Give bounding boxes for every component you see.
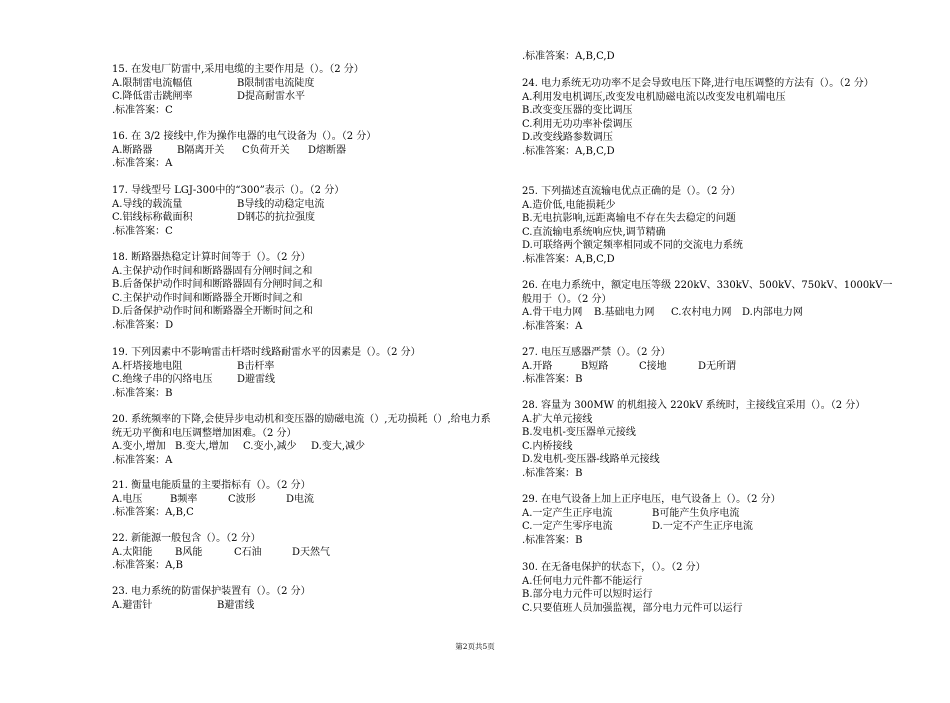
question-stem: 16. 在 3/2 接线中,作为操作电器的电气设备为（）。（2 分） [112, 131, 377, 142]
question-stem: 18. 断路器热稳定计算时间等于（）。（2 分） [112, 252, 311, 263]
option-c: C.主保护动作时间和断路器全开断时间之和 [112, 292, 303, 304]
option-a: A.造价低,电能损耗少 [522, 199, 616, 211]
option-b: B可能产生负序电流 [652, 507, 740, 519]
option-a: A.避雷针 [112, 599, 153, 611]
option-c: C.一定产生零序电流 [522, 521, 613, 532]
option-b: B.发电机-变压器单元接线 [522, 427, 636, 438]
option-c: C.变小,减少 [243, 441, 297, 452]
option-d: D.可联络两个额定频率相同或不同的交流电力系统 [522, 240, 743, 251]
option-c: C.利用无功功率补偿调压 [522, 118, 633, 130]
question-stem: 19. 下列因素中不影响雷击杆塔时线路耐雷水平的因素是（）。（2 分） [112, 347, 421, 358]
option-d: D电流 [286, 493, 315, 505]
answer: .标准答案：B [112, 387, 173, 399]
option-c: C.降低雷击跳闸率 [112, 91, 193, 102]
option-b: B击杆率 [237, 360, 275, 372]
question-stem: 21. 衡量电能质量的主要指标有（）。（2 分） [112, 480, 311, 491]
question-stem: 29. 在电气设备上加上正序电压，电气设备上（）。（2 分） [522, 494, 781, 505]
option-b: B.改变变压器的变比调压 [522, 105, 633, 116]
option-c: C接地 [639, 360, 667, 372]
answer: .标准答案：C [112, 225, 173, 237]
answer: .标准答案：A,B,C,D [522, 253, 615, 265]
answer: .标准答案：B [522, 374, 583, 385]
option-b: B避雷线 [217, 599, 255, 611]
option-b: B短路 [581, 360, 609, 372]
answer: .标准答案：A,B [112, 560, 183, 571]
option-a: A.电压 [112, 493, 143, 505]
option-d: D.改变线路参数调压 [522, 132, 613, 143]
option-d: D天然气 [292, 546, 331, 558]
question-17 [112, 184, 492, 238]
option-c: C.铝线标称截面积 [112, 212, 193, 223]
option-b: B.基础电力网 [594, 307, 655, 318]
question-16 [112, 130, 492, 171]
option-d: D熔断器 [308, 144, 347, 156]
option-a: A.变小,增加 [112, 441, 166, 452]
answer: .标准答案：A [522, 320, 583, 332]
option-b: B导线的动稳定电流 [237, 198, 325, 210]
answer: .标准答案：A,B,C,D [522, 145, 615, 157]
option-d: D.发电机-变压器-线路单元接线 [522, 454, 660, 465]
option-c: C.内桥接线 [522, 440, 573, 452]
option-b: B风能 [175, 546, 203, 558]
question-18 [112, 251, 492, 332]
question-stem: 27. 电压互感器严禁（）。（2 分） [522, 347, 671, 358]
question-25 [522, 185, 894, 266]
option-d: D避雷线 [237, 374, 276, 385]
question-19 [112, 346, 492, 400]
answer: .标准答案：A [112, 158, 173, 169]
option-d: D.变大,减少 [311, 441, 366, 452]
option-d: D提高耐雷水平 [237, 91, 306, 102]
option-d: D.内部电力网 [742, 307, 803, 318]
option-c: C负荷开关 [242, 144, 290, 156]
answer: .标准答案：A,B,C [112, 507, 194, 518]
option-b: B频率 [170, 493, 198, 505]
option-b: B限制雷电流陡度 [237, 77, 315, 89]
option-a: A.太阳能 [112, 546, 153, 558]
answer: .标准答案：B [522, 534, 583, 546]
question-stem: 25. 下列描述直流输电优点正确的是（）。（2 分） [522, 186, 741, 197]
option-b: B.后备保护动作时间和断路器固有分闸时间之和 [112, 279, 323, 290]
question-29 [522, 493, 894, 547]
option-c: C.直流输电系统响应快,调节精确 [522, 226, 666, 238]
question-stem: 24. 电力系统无功功率不足会导致电压下降,进行电压调整的方法有（）。（2 分） [522, 78, 874, 89]
option-b: B.无电抗影响,远距离输电不存在失去稳定的问题 [522, 213, 736, 224]
answer: .标准答案：A [112, 454, 173, 466]
option-a: A.扩大单元接线 [522, 413, 593, 425]
question-stem: 17. 导线型号 LGJ-300中的“300”表示（）。（2 分） [112, 185, 345, 196]
option-d: D.后备保护动作时间和断路器全开断时间之和 [112, 306, 313, 317]
question-stem: 28. 容量为 300MW 的机组接入 220kV 系统时，主接线宜采用（）。（2 分） [522, 400, 866, 411]
question-stem: 22. 新能源一般包含（）。（2 分） [112, 533, 261, 544]
question-30 [522, 561, 894, 615]
question-24 [522, 77, 894, 158]
answer: .标准答案：D [112, 319, 174, 331]
option-a: A.任何电力元件都不能运行 [522, 575, 643, 587]
option-b: B.变大,增加 [175, 441, 229, 452]
option-a: A.断路器 [112, 144, 153, 156]
option-a: A.一定产生正序电流 [522, 507, 613, 519]
question-stem: 20. 系统频率的下降,会使异步电动机和变压器的励磁电流（）,无功损耗（）,给电力系统无功平衡和电压调整增加困难。（2 分） [112, 414, 491, 439]
option-a: A.导线的载流量 [112, 198, 183, 210]
option-a: A.主保护动作时间和断路器固有分闸时间之和 [112, 265, 313, 277]
option-a: A.限制雷电流幅值 [112, 77, 193, 89]
question-27 [522, 346, 894, 387]
answer: .标准答案：A,B,C,D [522, 51, 615, 62]
question-stem: 30. 在无备电保护的状态下，（）。（2 分） [522, 562, 706, 573]
option-c: C.绝缘子串的闪络电压 [112, 374, 213, 385]
option-d: D无所谓 [698, 360, 737, 372]
question-22 [112, 532, 492, 573]
option-c: C.农村电力网 [671, 307, 732, 318]
question-stem: 26. 在电力系统中，额定电压等级 220kV、330kV、500kV、750kV、1000kV一般用于（）。（2 分） [522, 280, 893, 305]
question-stem: 23. 电力系统的防雷保护装置有（）。（2 分） [112, 586, 311, 597]
option-a: A.开路 [522, 360, 553, 372]
option-c: C.只要值班人员加强监视，部分电力元件可以运行 [522, 602, 743, 614]
option-d: D钢芯的抗拉强度 [237, 212, 316, 223]
option-a: A.杆塔接地电阻 [112, 360, 183, 372]
option-c: C石油 [234, 546, 262, 558]
option-a: A.骨干电力网 [522, 307, 583, 318]
answer: .标准答案：C [112, 104, 173, 116]
question-20 [112, 413, 492, 467]
page-number: 第2页共5页 [455, 642, 495, 651]
option-d: D.一定不产生正序电流 [652, 521, 753, 532]
answer: .标准答案：B [522, 467, 583, 479]
option-b: B隔离开关 [177, 144, 225, 156]
option-a: A.利用发电机调压,改变发电机励磁电流以改变发电机端电压 [522, 91, 786, 103]
question-23 [112, 585, 492, 612]
question-15 [112, 63, 492, 117]
question-stem: 15. 在发电厂防雷中,采用电缆的主要作用是（）。（2 分） [112, 64, 364, 75]
question-23-answer [522, 50, 894, 64]
question-28 [522, 399, 894, 480]
question-21 [112, 479, 492, 520]
option-b: B.部分电力元件可以短时运行 [522, 589, 653, 600]
question-26 [522, 279, 894, 333]
option-c: C波形 [228, 493, 256, 505]
